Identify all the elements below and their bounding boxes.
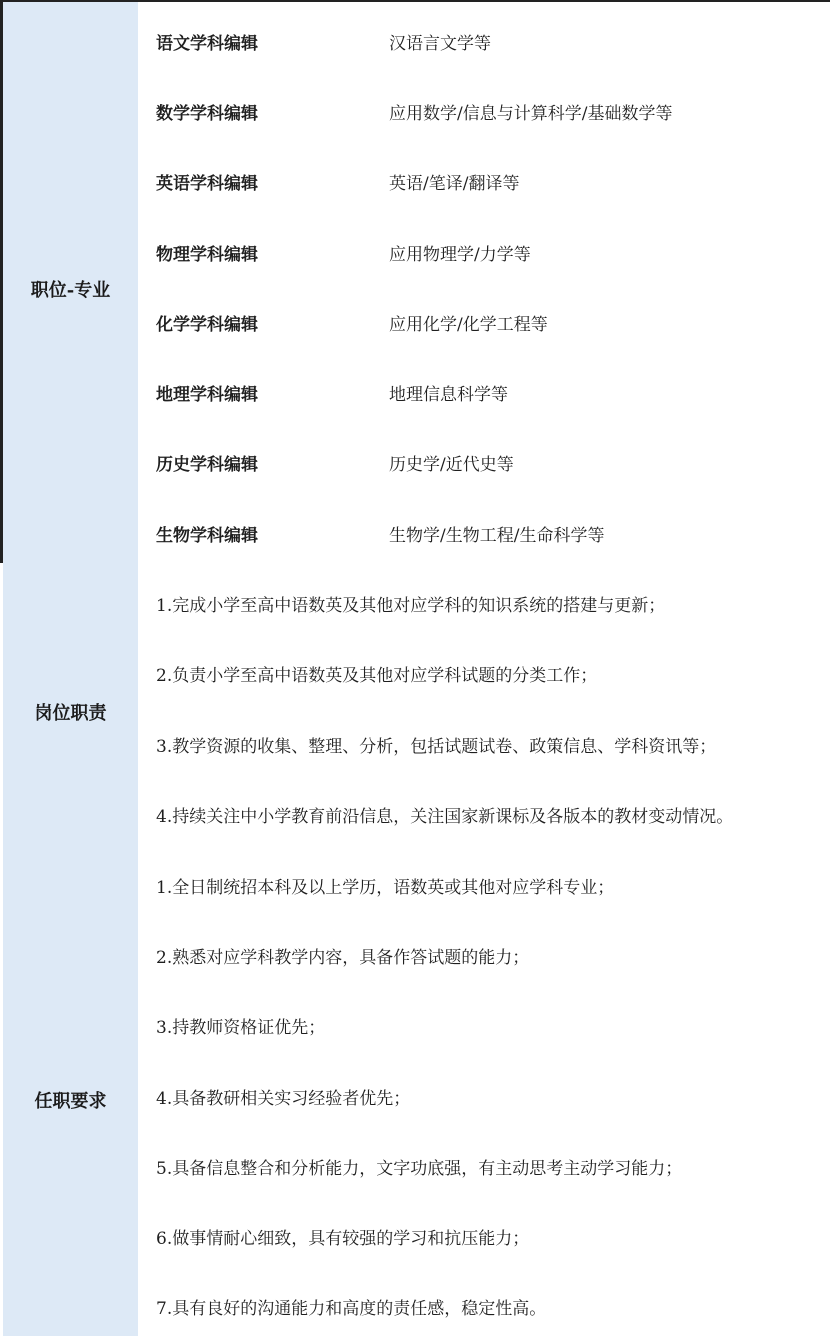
position-title: 语文学科编辑 [156, 34, 258, 54]
position-row [156, 383, 816, 407]
duty-item: 2.负责小学至高中语数英及其他对应学科试题的分类工作； [156, 666, 598, 686]
section-label-duties: 岗位职责 [34, 703, 107, 724]
duty-item: 1.完成小学至高中语数英及其他对应学科的知识系统的搭建与更新； [156, 596, 666, 616]
position-row [156, 453, 816, 477]
requirement-item: 4.具备教研相关实习经验者优先； [156, 1089, 411, 1109]
requirement-item: 3.持教师资格证优先； [156, 1018, 326, 1038]
section-label-positions: 职位-专业 [30, 280, 111, 301]
position-row [156, 32, 816, 56]
position-major: 英语/笔译/翻译等 [389, 174, 520, 194]
label-column [3, 2, 138, 1336]
position-major: 汉语言文学等 [389, 34, 491, 54]
requirement-item: 5.具备信息整合和分析能力，文字功底强，有主动思考主动学习能力； [156, 1159, 683, 1179]
position-major: 历史学/近代史等 [389, 455, 514, 475]
position-major: 应用化学/化学工程等 [389, 315, 548, 335]
position-row [156, 524, 816, 548]
position-title: 化学学科编辑 [156, 315, 258, 335]
position-major: 应用数学/信息与计算科学/基础数学等 [389, 104, 673, 124]
position-title: 地理学科编辑 [156, 385, 258, 405]
requirement-item: 6.做事情耐心细致，具有较强的学习和抗压能力； [156, 1229, 530, 1249]
position-major: 应用物理学/力学等 [389, 245, 531, 265]
position-row [156, 243, 816, 267]
position-title: 历史学科编辑 [156, 455, 258, 475]
position-title: 物理学科编辑 [156, 245, 258, 265]
duty-item: 3.教学资源的收集、整理、分析，包括试题试卷、政策信息、学科资讯等； [156, 737, 717, 757]
position-row [156, 172, 816, 196]
position-major: 生物学/生物工程/生命科学等 [389, 526, 605, 546]
position-title: 数学学科编辑 [156, 104, 258, 124]
position-row [156, 313, 816, 337]
position-row [156, 102, 816, 126]
position-title: 生物学科编辑 [156, 526, 258, 546]
duty-item: 4.持续关注中小学教育前沿信息，关注国家新课标及各版本的教材变动情况。 [156, 807, 734, 827]
requirement-item: 2.熟悉对应学科教学内容，具备作答试题的能力； [156, 948, 530, 968]
position-title: 英语学科编辑 [156, 174, 258, 194]
requirement-item: 7.具有良好的沟通能力和高度的责任感，稳定性高。 [156, 1299, 547, 1319]
section-label-requirements: 任职要求 [34, 1091, 107, 1112]
requirement-item: 1.全日制统招本科及以上学历，语数英或其他对应学科专业； [156, 878, 615, 898]
position-major: 地理信息科学等 [389, 385, 508, 405]
